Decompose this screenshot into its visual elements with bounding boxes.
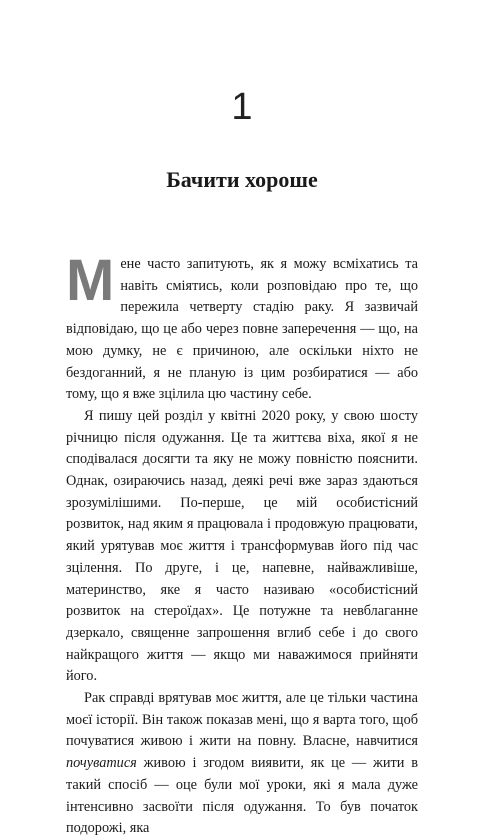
drop-cap: М bbox=[66, 248, 115, 313]
paragraph-1 bbox=[66, 248, 418, 406]
paragraph-3-emphasis: почуватися bbox=[66, 755, 137, 772]
paragraph-2 bbox=[66, 406, 418, 688]
paragraph-3-text-before: Рак справді врятував моє життя, але це тільки частина моєї історії. Він також показав мені, що я варта того, щоб почуватися живою і жити на повну. Власне, навчитися bbox=[66, 690, 418, 750]
paragraph-3 bbox=[66, 688, 418, 840]
chapter-title: Бачити хороше bbox=[166, 167, 318, 192]
paragraph-1-text: ене часто запитують, як я можу всміхатись та навіть сміятись, коли розповідаю про те, що пережила четверту стадію раку. Я зазвичай відповідаю, що це або через повне заперечення — що, на мою думку, не є причиною, але оскільки ніхто не бездоганний, я не планую із цим розбиратися — або тому, що я вже зцілила цю частину себе. bbox=[66, 256, 418, 403]
chapter-number: 1 bbox=[231, 86, 253, 128]
paragraph-2-text: Я пишу цей розділ у квітні 2020 року, у свою шосту річницю після одужання. Це та життєва віха, якої я не сподівалася досягти та яку не можу повністю пояснити. Однак, озираючись назад, деякі речі вже зараз здаються зрозумілішими. По-перше, це мій особистісний розвиток, над яким я працювала і продовжую працювати, який урятував моє життя і трансформував його під час зцілення. По друге, і це, напевне, найважливіше, материнство, яке я часто називаю «особистісний розвиток на стероїдах». Це потужне та невблаганне дзеркало, священне запрошення вглиб себе і до свого найкращого життя — якщо ми наважимося прийняти його. bbox=[66, 407, 418, 685]
paragraph-3-text-after: живою і згодом виявити, як це — жити в такий спосіб — оце були мої уроки, які я мала дуже інтенсивно засвоїти після одужання. То був початок подорожі, яка bbox=[66, 755, 418, 837]
body-text bbox=[66, 248, 418, 840]
